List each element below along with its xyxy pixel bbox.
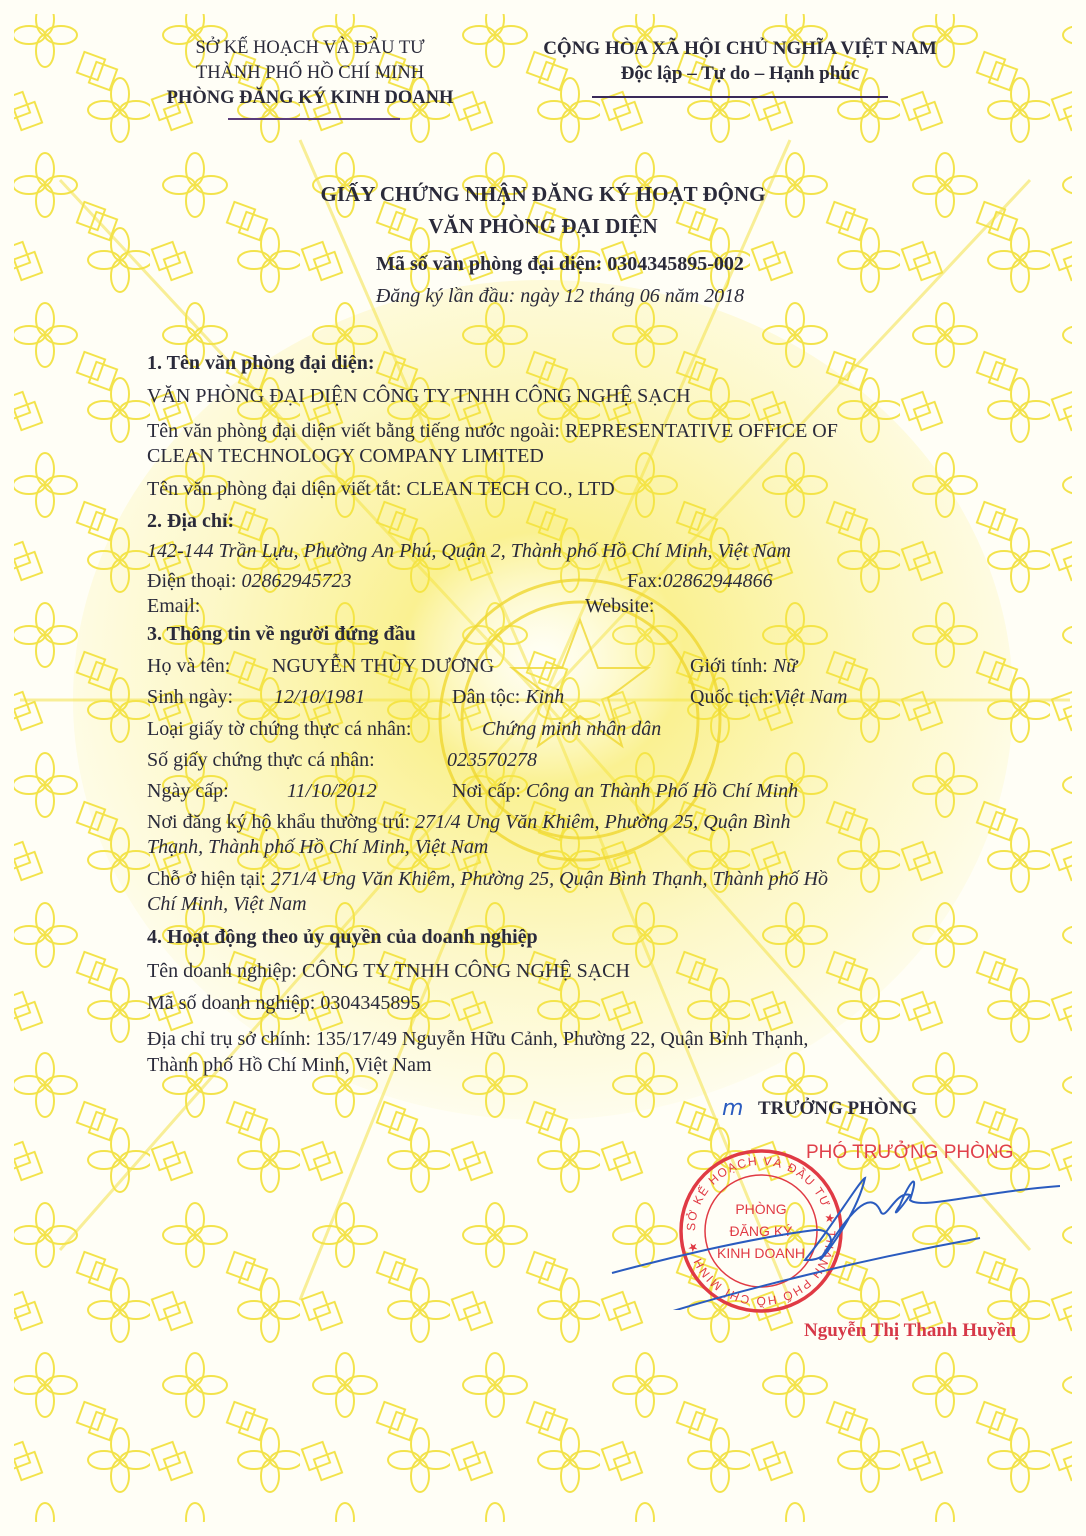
foreign-name-row [147,420,838,443]
svg-text:PHÒNG: PHÒNG [735,1201,787,1217]
abbr-name-row [147,478,615,501]
foreign-name-value: REPRESENTATIVE OFFICE OF [564,420,838,442]
section-1-heading: 1. Tên văn phòng đại diện: [147,352,375,374]
fax-label: Fax: [627,570,663,592]
handwritten-signature [600,1150,1060,1310]
authority-underline [228,118,400,120]
office-address: 142-144 Trần Lựu, Phường An Phú, Quận 2, Thành phố Hồ Chí Minh, Việt Nam [147,540,791,562]
phone-value: 02862945723 [241,570,352,592]
hq-address-label: Địa chỉ trụ sở chính: [147,1028,311,1050]
section-4-heading: 4. Hoạt động theo ủy quyền của doanh nghiệp [147,926,538,948]
issue-place-value: Công an Thành Phố Hồ Chí Minh [525,780,799,802]
company-code-label: Mã số doanh nghiệp: [147,992,316,1014]
nationality-label: Quốc tịch: [690,686,774,708]
hq-address-value-cont: Thành phố Hồ Chí Minh, Việt Nam [147,1054,432,1076]
permanent-address-value-cont: Thạnh, Thành phố Hồ Chí Minh, Việt Nam [147,836,489,858]
deputy-title-stamp: PHÓ TRƯỞNG PHÒNG [806,1142,1014,1163]
ethnic-row [452,686,564,709]
phone-label: Điện thoại: [147,570,237,592]
abbr-name-value: CLEAN TECH CO., LTD [406,478,615,500]
signatory-title: TRƯỞNG PHÒNG [758,1098,918,1119]
phone-row [147,570,351,593]
issue-place-label: Nơi cấp: [452,780,521,802]
permanent-address-row [147,811,791,834]
email-label: Email: [147,595,201,617]
current-address-value: 271/4 Ung Văn Khiêm, Phường 25, Quận Bình Thạnh, Thành phố Hồ [270,868,829,890]
company-name-label: Tên doanh nghiệp: [147,960,297,982]
authority-line-2: THÀNH PHỐ HỒ CHÍ MINH [195,63,425,83]
first-registration-date: Đăng ký lần đầu: ngày 12 tháng 06 năm 2018 [375,285,745,307]
current-address-row [147,868,828,891]
section-2-heading: 2. Địa chỉ: [147,510,235,532]
current-address-value-cont: Chí Minh, Việt Nam [147,893,307,915]
document-title-line-1: GIẤY CHỨNG NHẬN ĐĂNG KÝ HOẠT ĐỘNG [320,182,766,206]
office-name: VĂN PHÒNG ĐẠI DIỆN CÔNG TY TNHH CÔNG NGHỆ SẠCH [147,385,691,407]
company-code-value: 0304345895 [320,992,421,1014]
dob-value: 12/10/1981 [274,686,366,708]
motto: Độc lập – Tự do – Hạnh phúc [620,63,860,84]
svg-text:KINH DOANH: KINH DOANH [717,1245,805,1261]
motto-underline [592,96,888,98]
id-type-label: Loại giấy tờ chứng thực cá nhân: [147,718,412,740]
foreign-name-value-cont: CLEAN TECHNOLOGY COMPANY LIMITED [147,445,544,467]
abbr-name-label: Tên văn phòng đại diện viết tắt: [147,478,402,500]
ethnic-label: Dân tộc: [452,686,521,708]
fax-row [627,570,773,593]
ethnic-value: Kinh [525,686,565,708]
gender-label: Giới tính: [690,655,768,677]
nationality-row [690,686,847,709]
document-title-line-2: VĂN PHÒNG ĐẠI DIỆN [428,214,658,238]
fax-value: 02862944866 [662,570,773,592]
authority-line-3: PHÒNG ĐĂNG KÝ KINH DOANH [166,88,454,108]
website-label: Website: [585,595,655,617]
signer-name: Nguyễn Thị Thanh Huyền [804,1320,1017,1341]
head-name-value: NGUYỄN THÙY DƯƠNG [272,655,495,677]
current-address-label: Chỗ ở hiện tại: [147,868,266,890]
hq-address-value: 135/17/49 Nguyễn Hữu Cảnh, Phường 22, Quận Bình Thạnh, [315,1028,809,1050]
hq-address-row [147,1028,808,1051]
initial-mark: m [722,1096,744,1121]
issue-date-label: Ngày cấp: [147,780,229,802]
office-code: Mã số văn phòng đại diện: 0304345895-002 [376,253,744,275]
nationality-value: Việt Nam [773,686,848,708]
company-name-value: CÔNG TY TNHH CÔNG NGHỆ SẠCH [301,960,630,982]
issue-date-value: 11/10/2012 [287,780,377,802]
section-3-heading: 3. Thông tin về người đứng đầu [147,623,416,645]
gender-value: Nữ [772,655,798,677]
head-name-label: Họ và tên: [147,655,231,677]
company-code-row [147,992,420,1015]
authority-line-1: SỞ KẾ HOẠCH VÀ ĐẦU TƯ [195,38,425,58]
svg-text:SỞ KẾ HOẠCH VÀ ĐẦU TƯ ★ THÀNH: SỞ KẾ HOẠCH VÀ ĐẦU TƯ ★ THÀNH PHỐ HỒ CHÍ MINH ★ [683,1153,839,1309]
dob-label: Sinh ngày: [147,686,234,708]
id-type-value: Chứng minh nhân dân [482,718,662,740]
id-number-label: Số giấy chứng thực cá nhân: [147,749,375,771]
gender-row [690,655,797,678]
svg-text:ĐĂNG KÝ: ĐĂNG KÝ [729,1223,793,1239]
foreign-name-label: Tên văn phòng đại diện viết bằng tiếng nước ngoài: [147,420,560,442]
issue-place-row [452,780,798,803]
id-number-value: 023570278 [447,749,537,771]
national-motto [520,36,960,86]
permanent-address-label: Nơi đăng ký hộ khẩu thường trú: [147,811,411,833]
country-name: CỘNG HÒA XÃ HỘI CHỦ NGHĨA VIỆT NAM [543,38,937,59]
company-name-row [147,960,630,983]
permanent-address-value: 271/4 Ung Văn Khiêm, Phường 25, Quận Bình [415,811,791,833]
issuing-authority [140,36,480,111]
